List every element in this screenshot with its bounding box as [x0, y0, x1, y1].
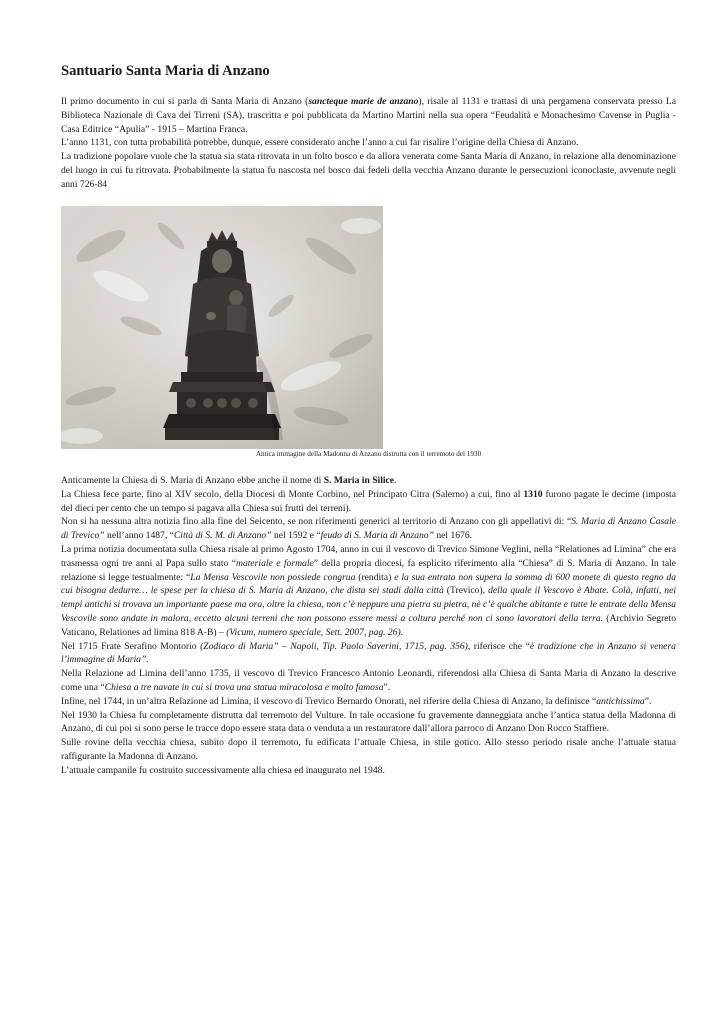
- intro-section: [61, 95, 676, 192]
- text-run: ” della propria diocesi, fa esplicito riferimento alla “Chiesa” di S. Maria di Anzano. In tale relazione si legge testualmente: “: [61, 557, 677, 583]
- text-run: Non si ha nessuna altra notizia fino alla fine del Seicento, se non riferimenti generici al territorio di Anzano con gli appellativi di: “: [61, 516, 572, 528]
- text-run: furono pagate le decime (imposta del dieci per cento che un tempo si pagava alla Chiesa sui frutti dei terreni).: [61, 488, 676, 514]
- text-run: (rendita): [355, 571, 395, 583]
- figure-caption: Antica immagine della Madonna di Anzano distrutta con il terremoto del 1930: [255, 450, 482, 458]
- intro-paragraph-3: La tradizione popolare vuole che la statua sia stata ritrovata in un folto bosco e da allora venerata come Santa Maria di Anzano, in relazione alla denominazione del luogo in cui fu ritrovata. Probabilmente la statua fu nascosta nel bosco dai fedeli della vecchia Anzano durante le persecuzioni iconoclaste, avvenute negli anni 726-84: [61, 151, 676, 190]
- history-paragraph-3: [61, 515, 676, 543]
- text-run: La prima notizia documentata sulla Chiesa risale al primo Agosto 1704, anno in cui il vescovo di Trevico Simone Veglini, nella “Relationes ad Limina” che era trasmessa ogni tre anni al Papa sullo stato “: [61, 543, 676, 569]
- text-run: nel 1676.: [433, 530, 473, 542]
- text-run: riferisce che “: [470, 640, 530, 652]
- citation-italic: (Vicum, numero speciale, Sett. 2007, pag. 26).: [226, 626, 404, 638]
- history-section: [61, 474, 676, 778]
- quote-italic: feudo di S. Maria di Anzano”: [320, 530, 434, 542]
- quote-italic: antichissima: [596, 695, 645, 707]
- history-paragraph-9: Sulle rovine della vecchia chiesa, subito dopo il terremoto, fu edificata l’attuale Chiesa, in stile gotico. Allo stesso periodo risale anche l’attuale statua raffigurante la Madonna di Anzano.: [61, 737, 676, 762]
- intro-paragraph-2: L’anno 1131, con tutta probabilità potrebbe, dunque, essere considerato anche l’anno a cui far risalire l’origine della Chiesa di Anzano.: [61, 137, 579, 149]
- text-run: ”.: [644, 695, 652, 707]
- citation-italic: (Zodiaco di Maria” – Napoli, Tip. Paolo Saverini, 1715, pag. 356),: [200, 640, 471, 652]
- text-run: Il primo documento in cui si parla di Santa Maria di Anzano (: [61, 96, 309, 107]
- text-run: La Chiesa fece parte, fino al XIV secolo, della Diocesi di Monte Corbino, nel Principato Citra (Salerno) a cui, fino al: [61, 488, 524, 500]
- quote-italic: materiale e formale: [236, 557, 314, 569]
- church-name: S. Maria in Silice: [323, 475, 395, 486]
- quote-italic: Chiesa a tre navate in cui si trova una statua miracolosa e molto famosa: [104, 681, 384, 693]
- madonna-statue-photo: [61, 206, 383, 449]
- text-run: ”.: [383, 681, 391, 693]
- history-paragraph-6: [61, 667, 676, 695]
- text-run: Nella Relazione ad Limina dell’anno 1735, il vescovo di Trevico Francesco Antonio Leonardi, riferendosi alla Chiesa di Santa Maria di Anzano la descrive come una “: [61, 668, 676, 693]
- quote-italic: La Mensa Vescovile non possiede congrua: [190, 571, 356, 583]
- latin-quote: sancteque marie de anzano: [308, 96, 419, 107]
- quote-italic: e la sua entrata non supera la somma di 600 monete di questo regno da cui bisogna dedurre… le spese per la chiesa di S. Maria di Anzano, che dista sei stadi dalla città: [61, 571, 676, 597]
- history-paragraph-2: [61, 488, 676, 516]
- text-run: Anticamente la Chiesa di S. Maria di Anzano ebbe anche il nome di: [61, 475, 324, 486]
- history-paragraph-4: [61, 543, 676, 640]
- history-paragraph-5: [61, 640, 676, 668]
- page-title: Santuario Santa Maria di Anzano: [61, 63, 270, 79]
- history-paragraph-7: [61, 695, 676, 709]
- text-run: Nel 1715 Frate Serafino Montorio: [61, 640, 201, 652]
- statue-photo-graphic: [61, 206, 383, 449]
- year-highlight: 1310: [523, 488, 543, 500]
- text-run: nell’anno 1487, “: [104, 530, 174, 542]
- quote-italic: è tradizione che in Anzano si venera l’immagine di Maria”.: [61, 640, 676, 666]
- text-run: ), risale al 1131 e trattasi di una pergamena conservata presso La Biblioteca Nazionale di Cava dei Tirreni (SA), trascritta e poi pubblicata da Martino Martini nella sua opera “Feudalità e Monachesimo Cavense in Puglia - Casa Editrice “Apulia” - 1915 – Martina Franca.: [61, 96, 676, 135]
- text-run: .: [394, 475, 397, 486]
- quote-italic: S. Maria di Anzano Casale di Trevico”: [61, 516, 676, 542]
- history-paragraph-10: L’attuale campanile fu costruito successivamente alla chiesa ed inaugurato nel 1948.: [61, 764, 385, 776]
- intro-paragraph-1: [61, 95, 676, 136]
- text-run: nel 1592 e “: [271, 530, 321, 542]
- history-paragraph-1: [61, 474, 676, 488]
- text-run: Infine, nel 1744, in un’altra Relazione ad Limina, il vescovo di Trevico Bernardo Onorati, nel riferire della Chiesa di Anzano, la definisce “: [61, 695, 597, 707]
- quote-italic: della quale il Vescovo è Abate. Colà, infatti, nei tempi antichi si trovava un importante paese ma ora, oltre la chiesa, non c’è neppure una pietra su pietra, nè c’è qualche abitante e tutte le entrate della Mensa Vescovile sono andate in malora, eccetto alcuni terreni che non possono essere messi a coltura perché non ci sono lavoratori della terra.: [61, 585, 677, 624]
- quote-italic: Città di S. M. di Anzano”: [173, 530, 272, 542]
- history-paragraph-8: Nel 1930 la Chiesa fu completamente distrutta dal terremoto del Vulture. In tale occasione fu gravemente danneggiata anche l’antica statua della Madonna di Anzano, di cui poi si sono perse le tracce dopo essere stata data o venduta a un restauratore dall’allora parroco di Anzano Don Rocco Staffiere.: [61, 709, 676, 735]
- text-run: (Archivio Segreto Vaticano, Relationes ad limina 818 A-B) –: [61, 612, 677, 638]
- text-run: (Trevico),: [443, 585, 489, 597]
